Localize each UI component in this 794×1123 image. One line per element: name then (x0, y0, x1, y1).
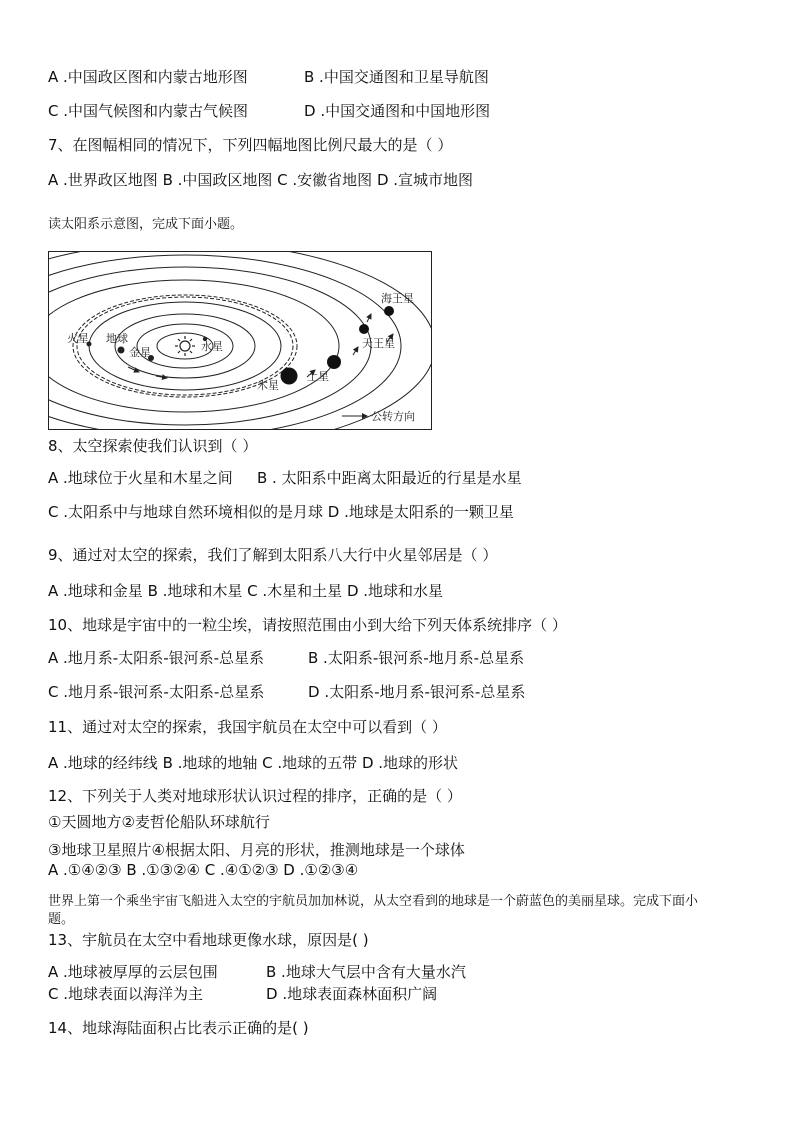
venus-label: 金星 (129, 346, 151, 359)
solar-system-diagram (48, 251, 432, 430)
q6-option-c: C .中国气候图和内蒙古气候图 (48, 102, 249, 120)
sun-icon (175, 336, 195, 356)
q12-options: A .①④②③ B .①③②④ C .④①②③ D .①②③④ (48, 861, 359, 879)
neptune-planet (384, 306, 394, 316)
q13-option-c: C .地球表面以海洋为主 (48, 985, 204, 1003)
mars-label: 火星 (67, 332, 89, 345)
orbit-4 (89, 302, 281, 390)
direction-label: 公转方向 (371, 410, 415, 423)
jupiter-label: 木星 (257, 379, 279, 392)
mercury-label: 水星 (201, 340, 223, 353)
q6-option-a: A .中国政区图和内蒙古地形图 (48, 68, 248, 86)
neptune-label: 海王星 (381, 292, 414, 305)
q7-options: A .世界政区地图 B .中国政区地图 C .安徽省地图 D .宣城市地图 (48, 171, 474, 189)
q6-option-b: B .中国交通图和卫星导航图 (304, 68, 489, 86)
q8-option-cd: C .太阳系中与地球自然环境相似的是月球 D .地球是太阳系的一颗卫星 (48, 503, 514, 521)
earth-planet (118, 347, 125, 354)
q11-stem: 11、通过对太空的探索，我国宇航员在太空中可以看到（ ） (48, 718, 447, 736)
earth-label: 地球 (106, 332, 128, 345)
q8-option-a: A .地球位于火星和木星之间 (48, 469, 233, 487)
earth-intro-line2: 题。 (48, 912, 75, 927)
q9-options: A .地球和金星 B .地球和木星 C .木星和土星 D .地球和水星 (48, 582, 444, 600)
q13-option-a: A .地球被厚厚的云层包围 (48, 963, 218, 981)
uranus-label: 天王星 (362, 337, 395, 350)
q14-stem: 14、地球海陆面积占比表示正确的是( ) (48, 1019, 309, 1037)
saturn-planet (327, 355, 341, 369)
q10-option-a: A .地月系-太阳系-银河系-总星系 (48, 649, 265, 667)
q8-option-b: B . 太阳系中距离太阳最近的行星是水星 (257, 469, 522, 487)
q6-option-d: D .中国交通图和中国地形图 (304, 102, 491, 120)
q12-line2: ③地球卫星照片④根据太阳、月亮的形状，推测地球是一个球体 (48, 841, 465, 859)
q10-option-c: C .地月系-银河系-太阳系-总星系 (48, 683, 265, 701)
q13-option-d: D .地球表面森林面积广阔 (266, 985, 438, 1003)
saturn-label: 土星 (307, 370, 329, 383)
q10-option-b: B .太阳系-银河系-地月系-总星系 (308, 649, 525, 667)
q13-stem: 13、宇航员在太空中看地球更像水球，原因是( ) (48, 931, 369, 949)
jupiter-planet (281, 368, 298, 385)
q12-line1: ①天圆地方②麦哲伦船队环球航行 (48, 813, 270, 831)
q9-stem: 9、通过对太空的探索，我们了解到太阳系八大行中火星邻居是（ ） (48, 546, 498, 564)
uranus-planet (359, 324, 369, 334)
q7-stem: 7、在图幅相同的情况下，下列四幅地图比例尺最大的是（ ） (48, 136, 453, 154)
earth-intro-line1: 世界上第一个乘坐宇宙飞船进入太空的宇航员加加林说，从太空看到的地球是一个蔚蓝色的美丽星球。完成下面小 (48, 894, 699, 909)
q12-stem: 12、下列关于人类对地球形状认识过程的排序，正确的是（ ） (48, 787, 462, 805)
solar-intro: 读太阳系示意图，完成下面小题。 (48, 217, 244, 232)
q10-stem: 10、地球是宇宙中的一粒尘埃，请按照范围由小到大给下列天体系统排序（ ） (48, 616, 567, 634)
q13-option-b: B .地球大气层中含有大量水汽 (266, 963, 466, 981)
q8-stem: 8、太空探索使我们认识到（ ） (48, 437, 258, 455)
q11-options: A .地球的经纬线 B .地球的地轴 C .地球的五带 D .地球的形状 (48, 754, 459, 772)
q10-option-d: D .太阳系-地月系-银河系-总星系 (308, 683, 526, 701)
orbit-7 (49, 255, 401, 429)
